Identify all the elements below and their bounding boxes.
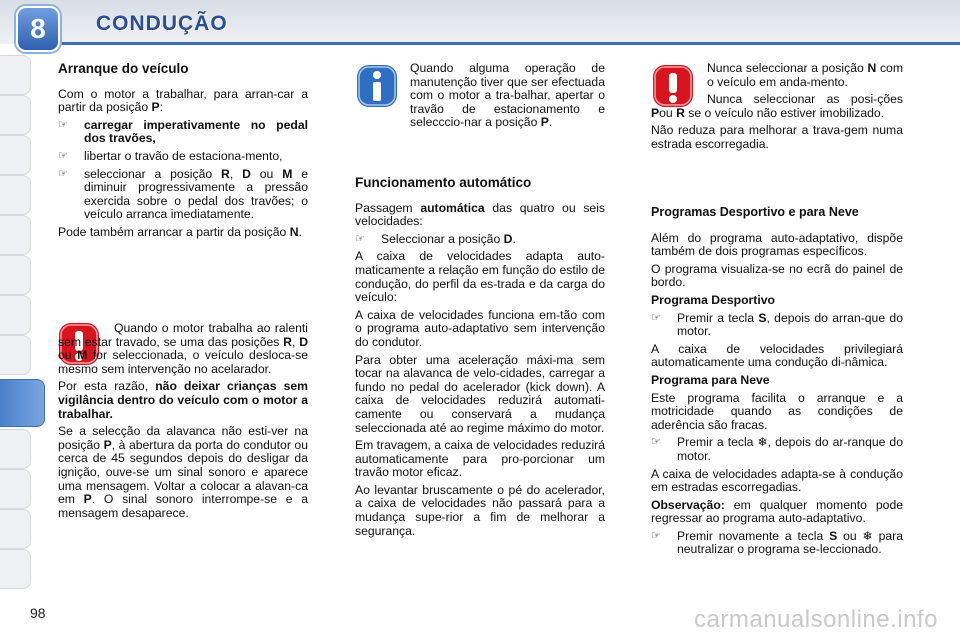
bullet-item xyxy=(58,119,308,146)
text: não deixar crianças sem vigilância dentro do veículo com o motor a trabalhar. xyxy=(58,379,308,421)
bullet-item xyxy=(651,312,903,339)
text: em qualquer momento pode regressar ao programa auto-adaptativo. xyxy=(651,497,903,526)
text: seleccionar a posição xyxy=(84,166,222,181)
paragraph xyxy=(58,425,308,520)
column-3 xyxy=(651,206,903,561)
header-rule xyxy=(55,42,960,45)
text: Premir a tecla xyxy=(677,435,758,450)
bullet-item xyxy=(651,436,903,463)
subheading-desportivo: Programa Desportivo xyxy=(651,292,775,307)
paragraph: Ao levantar bruscamente o pé do acelerador, a caixa de velocidades não passará para a mudança supe-rior a fim de melhorar a segurança. xyxy=(355,482,605,538)
text: e diminuir progressivamente a pressão exercida sobre o pedal dos travões; o veículo arranca imediatamente. xyxy=(84,166,308,222)
info-block xyxy=(410,62,605,134)
text: Por esta razão, xyxy=(58,379,156,394)
side-tab[interactable] xyxy=(0,295,31,335)
chapter-number-badge: 8 xyxy=(16,6,60,52)
side-tab[interactable] xyxy=(0,175,31,215)
paragraph xyxy=(651,499,903,526)
text: M xyxy=(282,166,293,181)
side-tab[interactable] xyxy=(0,509,31,549)
text: R xyxy=(676,105,685,120)
text: S xyxy=(758,310,767,325)
paragraph xyxy=(651,93,903,120)
hand-pointer-icon: ☞ xyxy=(651,436,661,449)
hand-pointer-icon: ☞ xyxy=(651,529,661,542)
paragraph xyxy=(58,226,308,240)
hand-pointer-icon: ☞ xyxy=(58,149,68,162)
side-tab[interactable] xyxy=(0,135,31,175)
text: , xyxy=(291,334,300,349)
side-tab-active[interactable] xyxy=(0,379,45,427)
text: automática xyxy=(420,200,485,215)
text: N xyxy=(867,61,877,75)
side-tab[interactable] xyxy=(0,469,31,509)
text: P xyxy=(651,105,660,120)
page-number: 98 xyxy=(30,605,46,621)
section-title-arranque: Arranque do veículo xyxy=(58,61,189,76)
paragraph: Este programa facilita o arranque e a motricidade quando as condições de aderência são fracas. xyxy=(651,390,903,432)
hand-pointer-icon: ☞ xyxy=(651,311,661,324)
text: ou xyxy=(58,348,78,363)
side-tab[interactable] xyxy=(0,549,31,589)
paragraph: Além do programa auto-adaptativo, dispõe também de dois programas específicos. xyxy=(651,230,903,259)
paragraph: Não reduza para melhorar a trava-gem numa estrada escorregadia. xyxy=(651,123,903,151)
text: Premir novamente a tecla xyxy=(677,528,830,543)
column-2 xyxy=(355,176,605,542)
paragraph xyxy=(58,322,308,376)
text: Quando o motor trabalha ao ralenti sem estar travado, se uma das posições xyxy=(58,321,308,349)
side-tabs xyxy=(0,55,32,585)
paragraph: A caixa de velocidades privilegiará automaticamente uma condução di-nâmica. xyxy=(651,341,903,370)
hand-pointer-icon: ☞ xyxy=(58,167,68,180)
hand-pointer-icon: ☞ xyxy=(355,232,365,245)
paragraph: O programa visualiza-se no ecrã do painel de bordo. xyxy=(651,261,903,290)
text: D xyxy=(242,166,251,181)
text: Passagem xyxy=(355,200,421,215)
text: , xyxy=(229,166,243,181)
text: M xyxy=(77,348,88,363)
side-tab[interactable] xyxy=(0,335,31,375)
text: . xyxy=(548,115,553,130)
section-title-automatico: Funcionamento automático xyxy=(355,175,532,190)
paragraph: Para obter uma aceleração máxi-ma sem tocar na alavanca de velo-cidades, carregar a fundo no pedal do acelerador (kick down). A caixa de velocidades reduzirá automati-camente ou conservará a mudança seleccionada até ao regime máximo do motor. xyxy=(355,352,605,435)
chapter-title: CONDUÇÃO xyxy=(96,12,228,35)
text: S xyxy=(829,528,838,543)
side-tab[interactable] xyxy=(0,95,31,135)
text: para neutralizar o programa se-leccionado. xyxy=(677,528,903,557)
text: carregar imperativamente no pedal dos travões, xyxy=(84,117,308,146)
paragraph xyxy=(58,380,308,421)
info-icon xyxy=(356,64,398,108)
bullet-item xyxy=(355,233,605,247)
text: . O sinal sonoro interrompe-se e a mensagem desaparece. xyxy=(58,492,308,520)
text: Premir a tecla xyxy=(677,310,759,325)
side-tab[interactable] xyxy=(0,55,31,95)
text: P xyxy=(103,437,112,452)
side-tab[interactable] xyxy=(0,215,31,255)
text: Seleccionar a posição xyxy=(381,231,504,246)
side-tab[interactable] xyxy=(0,255,31,295)
text: Com o motor a trabalhar, para arran-car a partir da posição xyxy=(58,86,308,115)
text: Nunca seleccionar a posição xyxy=(707,61,868,75)
warning-block-1 xyxy=(58,322,308,524)
text: for seleccionada, o veículo desloca-se mesmo sem intervenção no acelarador. xyxy=(58,348,308,376)
text: D xyxy=(299,334,308,349)
text: . xyxy=(298,224,302,239)
hand-pointer-icon: ☞ xyxy=(58,118,68,131)
text: . xyxy=(512,231,516,246)
paragraph: Em travagem, a caixa de velocidades reduzirá automaticamente para pro-porcionar um travão motor eficaz. xyxy=(355,438,605,480)
text: Pode também arrancar a partir da posição xyxy=(58,224,290,239)
paragraph xyxy=(651,62,903,89)
text: , depois do ar-ranque do motor. xyxy=(677,435,903,463)
paragraph: A caixa de velocidades adapta-se à condução em estradas escorregadias. xyxy=(651,466,903,495)
side-tab[interactable] xyxy=(0,429,31,469)
bullet-item xyxy=(651,530,903,557)
text: Nunca seleccionar as posi-ções xyxy=(707,92,903,107)
paragraph xyxy=(58,88,308,115)
paragraph xyxy=(355,202,605,229)
text: P xyxy=(540,115,549,130)
text: P xyxy=(83,492,92,507)
subheading-neve: Programa para Neve xyxy=(651,372,770,387)
text: , à abertura da porta do condutor ou cerca de 45 segundos depois do desligar da ignição, ouve-se um sinal sonoro e aparece uma mensagem. Voltar a colocar a alavan-ca em xyxy=(58,437,308,507)
text: das quatro ou seis velocidades: xyxy=(355,200,605,229)
text: N xyxy=(289,224,299,239)
snowflake-icon: ❄ xyxy=(862,528,873,543)
text: P xyxy=(151,100,160,115)
column-1 xyxy=(58,62,308,244)
text: ou xyxy=(837,528,863,543)
text: , depois do arran-que do motor. xyxy=(677,310,903,339)
text: libertar o travão de estaciona-mento, xyxy=(84,148,283,163)
paragraph: A caixa de velocidades funciona em-tão com o programa auto-adaptativo sem intervenção do condutor. xyxy=(355,307,605,349)
watermark: carmanualsonline.info xyxy=(694,606,938,633)
paragraph xyxy=(410,62,605,130)
paragraph: A caixa de velocidades adapta auto-maticamente a relação em função do estilo de condução, do perfil da es-trada e da carga do veículo: xyxy=(355,249,605,305)
bullet-item xyxy=(58,168,308,222)
warning-block-2 xyxy=(651,62,903,156)
snowflake-icon: ❄ xyxy=(757,435,768,450)
text: ou xyxy=(659,105,677,120)
section-title-programas: Programas Desportivo e para Neve xyxy=(651,205,859,219)
text: Quando alguma operação de manutenção tiver que ser efectuada com o motor a tra-balhar, apertar o travão de estacionamento e selecccio-nar a posição xyxy=(410,61,605,130)
bullet-item xyxy=(58,150,308,164)
text: se o veículo não estiver imobilizado. xyxy=(684,105,885,120)
text: D xyxy=(503,231,513,246)
text: com o veículo em anda-mento. xyxy=(707,61,903,89)
text: Se a selecção da alavanca não esti-ver na posição xyxy=(58,424,308,452)
text: Observação: xyxy=(651,497,725,512)
text: R xyxy=(283,334,292,349)
text: : xyxy=(159,100,164,115)
text: ou xyxy=(250,166,283,181)
text: R xyxy=(221,166,230,181)
